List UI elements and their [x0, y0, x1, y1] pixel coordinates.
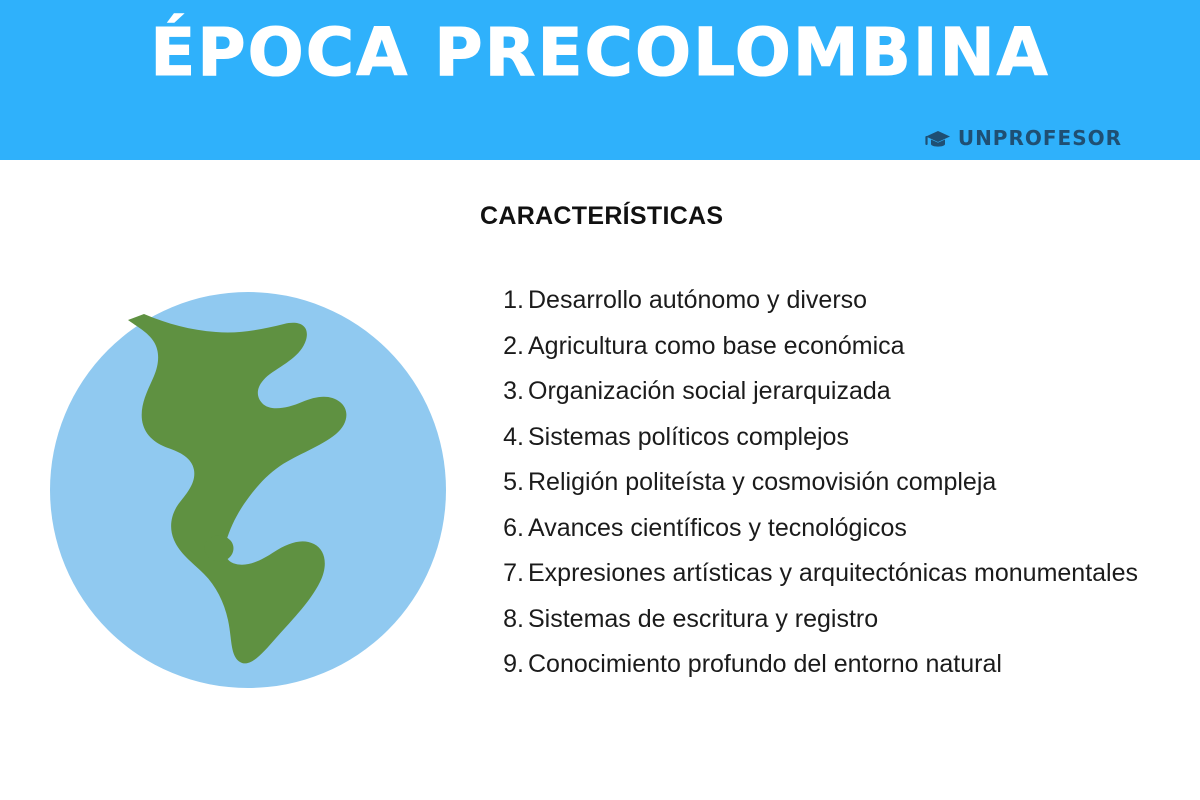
content-area: [0, 160, 1200, 800]
list-item: Conocimiento profundo del entorno natural: [528, 650, 1002, 678]
list-item: Agricultura como base económica: [528, 331, 905, 360]
brand-name: UNPROFESOR: [957, 126, 1122, 150]
section-heading: CARACTERÍSTICAS: [480, 202, 724, 230]
header-banner: [0, 0, 1200, 160]
brand-logo: [925, 126, 1122, 150]
list-item: Religión politeísta y cosmovisión compleja: [528, 468, 997, 496]
globe-americas-icon: [48, 290, 448, 690]
list-item: Expresiones artísticas y arquitectónicas monumentales: [528, 559, 1139, 587]
list-item: Desarrollo autónomo y diverso: [528, 286, 868, 314]
characteristics-column: [470, 160, 1180, 683]
list-item: Sistemas de escritura y registro: [528, 604, 879, 633]
globe-illustration: [48, 290, 448, 690]
list-item: Sistemas políticos complejos: [528, 422, 849, 451]
list-item: Organización social jerarquizada: [528, 377, 891, 405]
list-item: Avances científicos y tecnológicos: [528, 513, 907, 542]
graduation-cap-icon: [925, 129, 951, 147]
characteristics-list: [470, 283, 1180, 683]
page-title: ÉPOCA PRECOLOMBINA: [150, 14, 1050, 91]
